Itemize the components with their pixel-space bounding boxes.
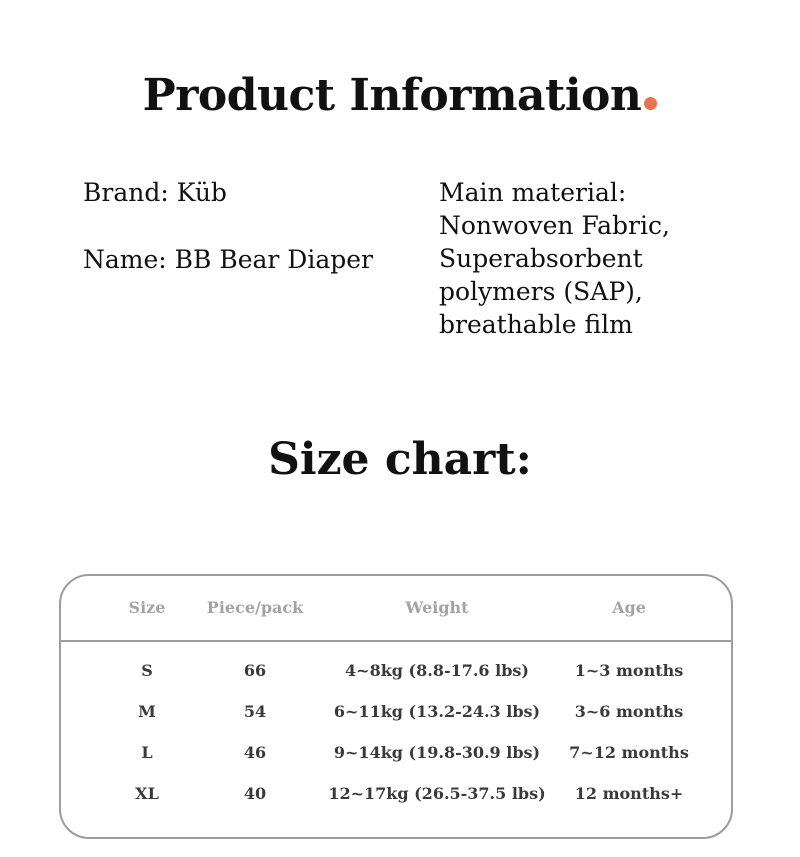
product-info-left: [83, 176, 413, 310]
table-cell: 12 months+: [574, 784, 684, 803]
product-name-text: Name: BB Bear Diaper: [83, 245, 374, 274]
table-row: [61, 702, 731, 732]
table-cell: 4~8kg (8.8-17.6 lbs): [345, 661, 529, 680]
material-line: Nonwoven Fabric,: [439, 211, 670, 240]
size-chart-table: [59, 574, 733, 839]
brand-text: Brand: Küb: [83, 178, 227, 207]
table-cell: 46: [243, 743, 267, 762]
table-cell: S: [141, 661, 153, 680]
page-title-text: Product Information: [142, 70, 642, 121]
material-line: Superabsorbent: [439, 244, 643, 273]
column-header-weight: Weight: [405, 598, 469, 617]
table-cell: XL: [135, 784, 159, 803]
table-cell: 3~6 months: [574, 702, 684, 721]
table-cell: 6~11kg (13.2-24.3 lbs): [333, 702, 541, 721]
table-row: [61, 661, 731, 691]
material-line: breathable film: [439, 310, 633, 339]
table-cell: 1~3 months: [574, 661, 684, 680]
table-cell: 7~12 months: [569, 743, 689, 762]
material-line: Main material:: [439, 178, 627, 207]
accent-dot: [644, 97, 657, 110]
table-row: [61, 784, 731, 814]
column-header-size: Size: [128, 598, 166, 617]
material-line: polymers (SAP),: [439, 277, 643, 306]
table-cell: L: [141, 743, 153, 762]
table-cell: 9~14kg (19.8-30.9 lbs): [333, 743, 541, 762]
size-chart-heading: Size chart:: [268, 434, 532, 485]
table-cell: 12~17kg (26.5-37.5 lbs): [328, 784, 546, 803]
material-info: [439, 176, 739, 341]
table-row: [61, 743, 731, 773]
table-cell: 66: [243, 661, 267, 680]
table-cell: 54: [243, 702, 267, 721]
table-cell: 40: [243, 784, 267, 803]
column-header-age: Age: [612, 598, 646, 617]
table-header: [61, 576, 731, 642]
table-cell: M: [138, 702, 156, 721]
column-header-piece-pack: Piece/pack: [206, 598, 304, 617]
page-title: [0, 70, 800, 121]
